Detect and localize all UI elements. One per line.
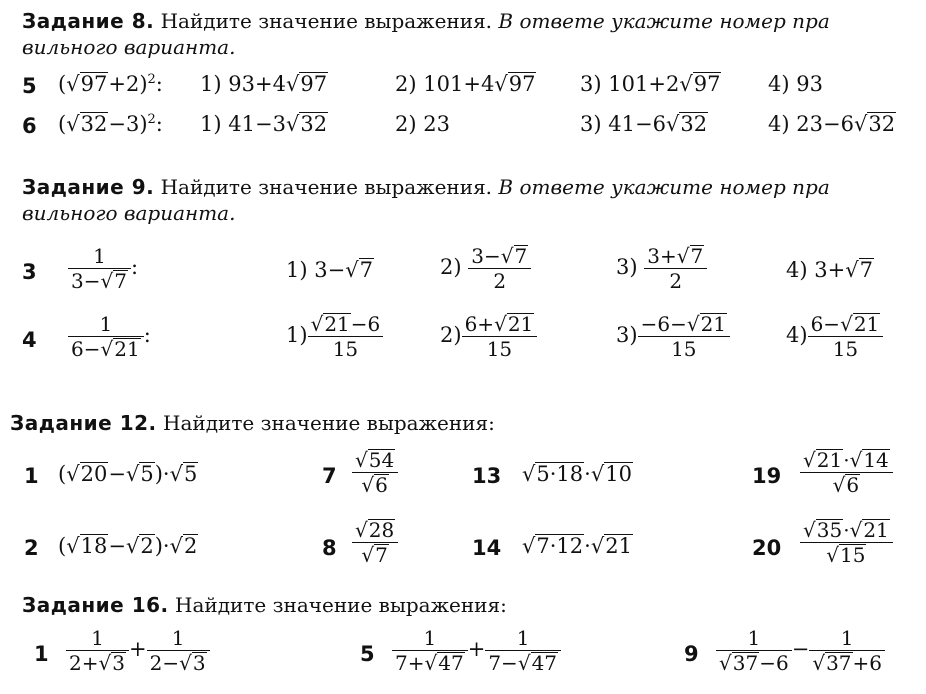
problem-number: 5 bbox=[22, 74, 37, 98]
problem-expression: (√20−√5)·√5 bbox=[58, 462, 198, 486]
task-16-label: Задание 16. bbox=[22, 593, 169, 617]
answer-option: 1) 93+4√97 bbox=[200, 72, 328, 96]
problem-number: 9 bbox=[684, 642, 699, 666]
task-12-heading: Задание 12. Найдите значение выражения: bbox=[10, 411, 495, 435]
problem-expression: $(√97+2)^2$: bbox=[58, 72, 163, 96]
answer-option: 4) 93 bbox=[768, 72, 823, 96]
problem-expression: $\frac{1}{√37-6}$ − $\frac{1}{√37+6}$ bbox=[716, 626, 885, 675]
problem-expression: $(√32-3)^2$: bbox=[58, 112, 163, 136]
problem-number: 13 bbox=[472, 464, 502, 488]
problem-number: 5 bbox=[360, 642, 375, 666]
problem-number: 8 bbox=[322, 536, 337, 560]
answer-option: 1) 3−√7 bbox=[286, 258, 373, 282]
problem-number: 2 bbox=[24, 536, 39, 560]
problem-number: 14 bbox=[472, 536, 502, 560]
problem-number: 3 bbox=[22, 260, 37, 284]
task-16-heading: Задание 16. Найдите значение выражения: bbox=[22, 593, 507, 617]
problem-number: 4 bbox=[22, 328, 37, 352]
answer-option: 4) 3+√7 bbox=[786, 258, 873, 282]
problem-number: 1 bbox=[24, 464, 39, 488]
task-9-heading: Задание 9. Найдите значение выражения. В ответе укажите номер пра bbox=[22, 175, 830, 199]
answer-option: 3) 41−6√32 bbox=[580, 112, 708, 136]
answer-option: 2) $\frac{6+√21}{15}$ bbox=[440, 312, 537, 361]
answer-option: 1) 41−3√32 bbox=[200, 112, 328, 136]
problem-number: 19 bbox=[752, 464, 782, 488]
problem-expression: $\frac{√28}{√7}$ bbox=[352, 518, 398, 567]
task-9-label: Задание 9. bbox=[22, 175, 155, 199]
answer-option: 2) 101+4√97 bbox=[395, 72, 536, 96]
answer-option: 2) 23 bbox=[395, 112, 450, 136]
task-8-label: Задание 8. bbox=[22, 9, 155, 33]
problem-expression: √5·18·√10 bbox=[522, 462, 632, 486]
problem-number: 7 bbox=[322, 464, 337, 488]
problem-expression: $\frac{√35\cdot√21}{√15}$ bbox=[800, 518, 893, 567]
problem-number: 20 bbox=[752, 536, 782, 560]
task-8-heading: Задание 8. Найдите значение выражения. В ответе укажите номер пра bbox=[22, 9, 830, 33]
answer-option: 3) 101+2√97 bbox=[580, 72, 721, 96]
problem-expression: (√18−√2)·√2 bbox=[58, 534, 198, 558]
answer-option: 1) $\frac{√21-6}{15}$ bbox=[286, 312, 383, 361]
problem-expression: $\frac{1}{7+√47}$ + $\frac{1}{7-√47}$ bbox=[392, 626, 561, 675]
answer-option: 4) 23−6√32 bbox=[768, 112, 896, 136]
task-8-heading-cont: вильного варианта. bbox=[22, 35, 236, 59]
problem-expression: $\frac{√21\cdot√14}{√6}$ bbox=[800, 448, 893, 497]
answer-option: 3) $\frac{-6-√21}{15}$ bbox=[616, 312, 730, 361]
answer-option: 2) $\frac{3-√7}{2}$ bbox=[440, 244, 531, 293]
task-12-label: Задание 12. bbox=[10, 411, 157, 435]
problem-number: 6 bbox=[22, 114, 37, 138]
problem-number: 1 bbox=[34, 642, 49, 666]
problem-expression: $\frac{1}{6-√21}$ : bbox=[68, 312, 151, 361]
problem-expression: $\frac{√54}{√6}$ bbox=[352, 448, 398, 497]
task-9-heading-cont: вильного варианта. bbox=[22, 201, 236, 225]
answer-option: 3) $\frac{3+√7}{2}$ bbox=[616, 244, 707, 293]
problem-expression: √7·12·√21 bbox=[522, 534, 632, 558]
problem-expression: $\frac{1}{2+√3}$ + $\frac{1}{2-√3}$ bbox=[66, 626, 210, 675]
problem-expression: $\frac{1}{3-√7}$ : bbox=[68, 244, 138, 293]
answer-option: 4) $\frac{6-√21}{15}$ bbox=[786, 312, 883, 361]
